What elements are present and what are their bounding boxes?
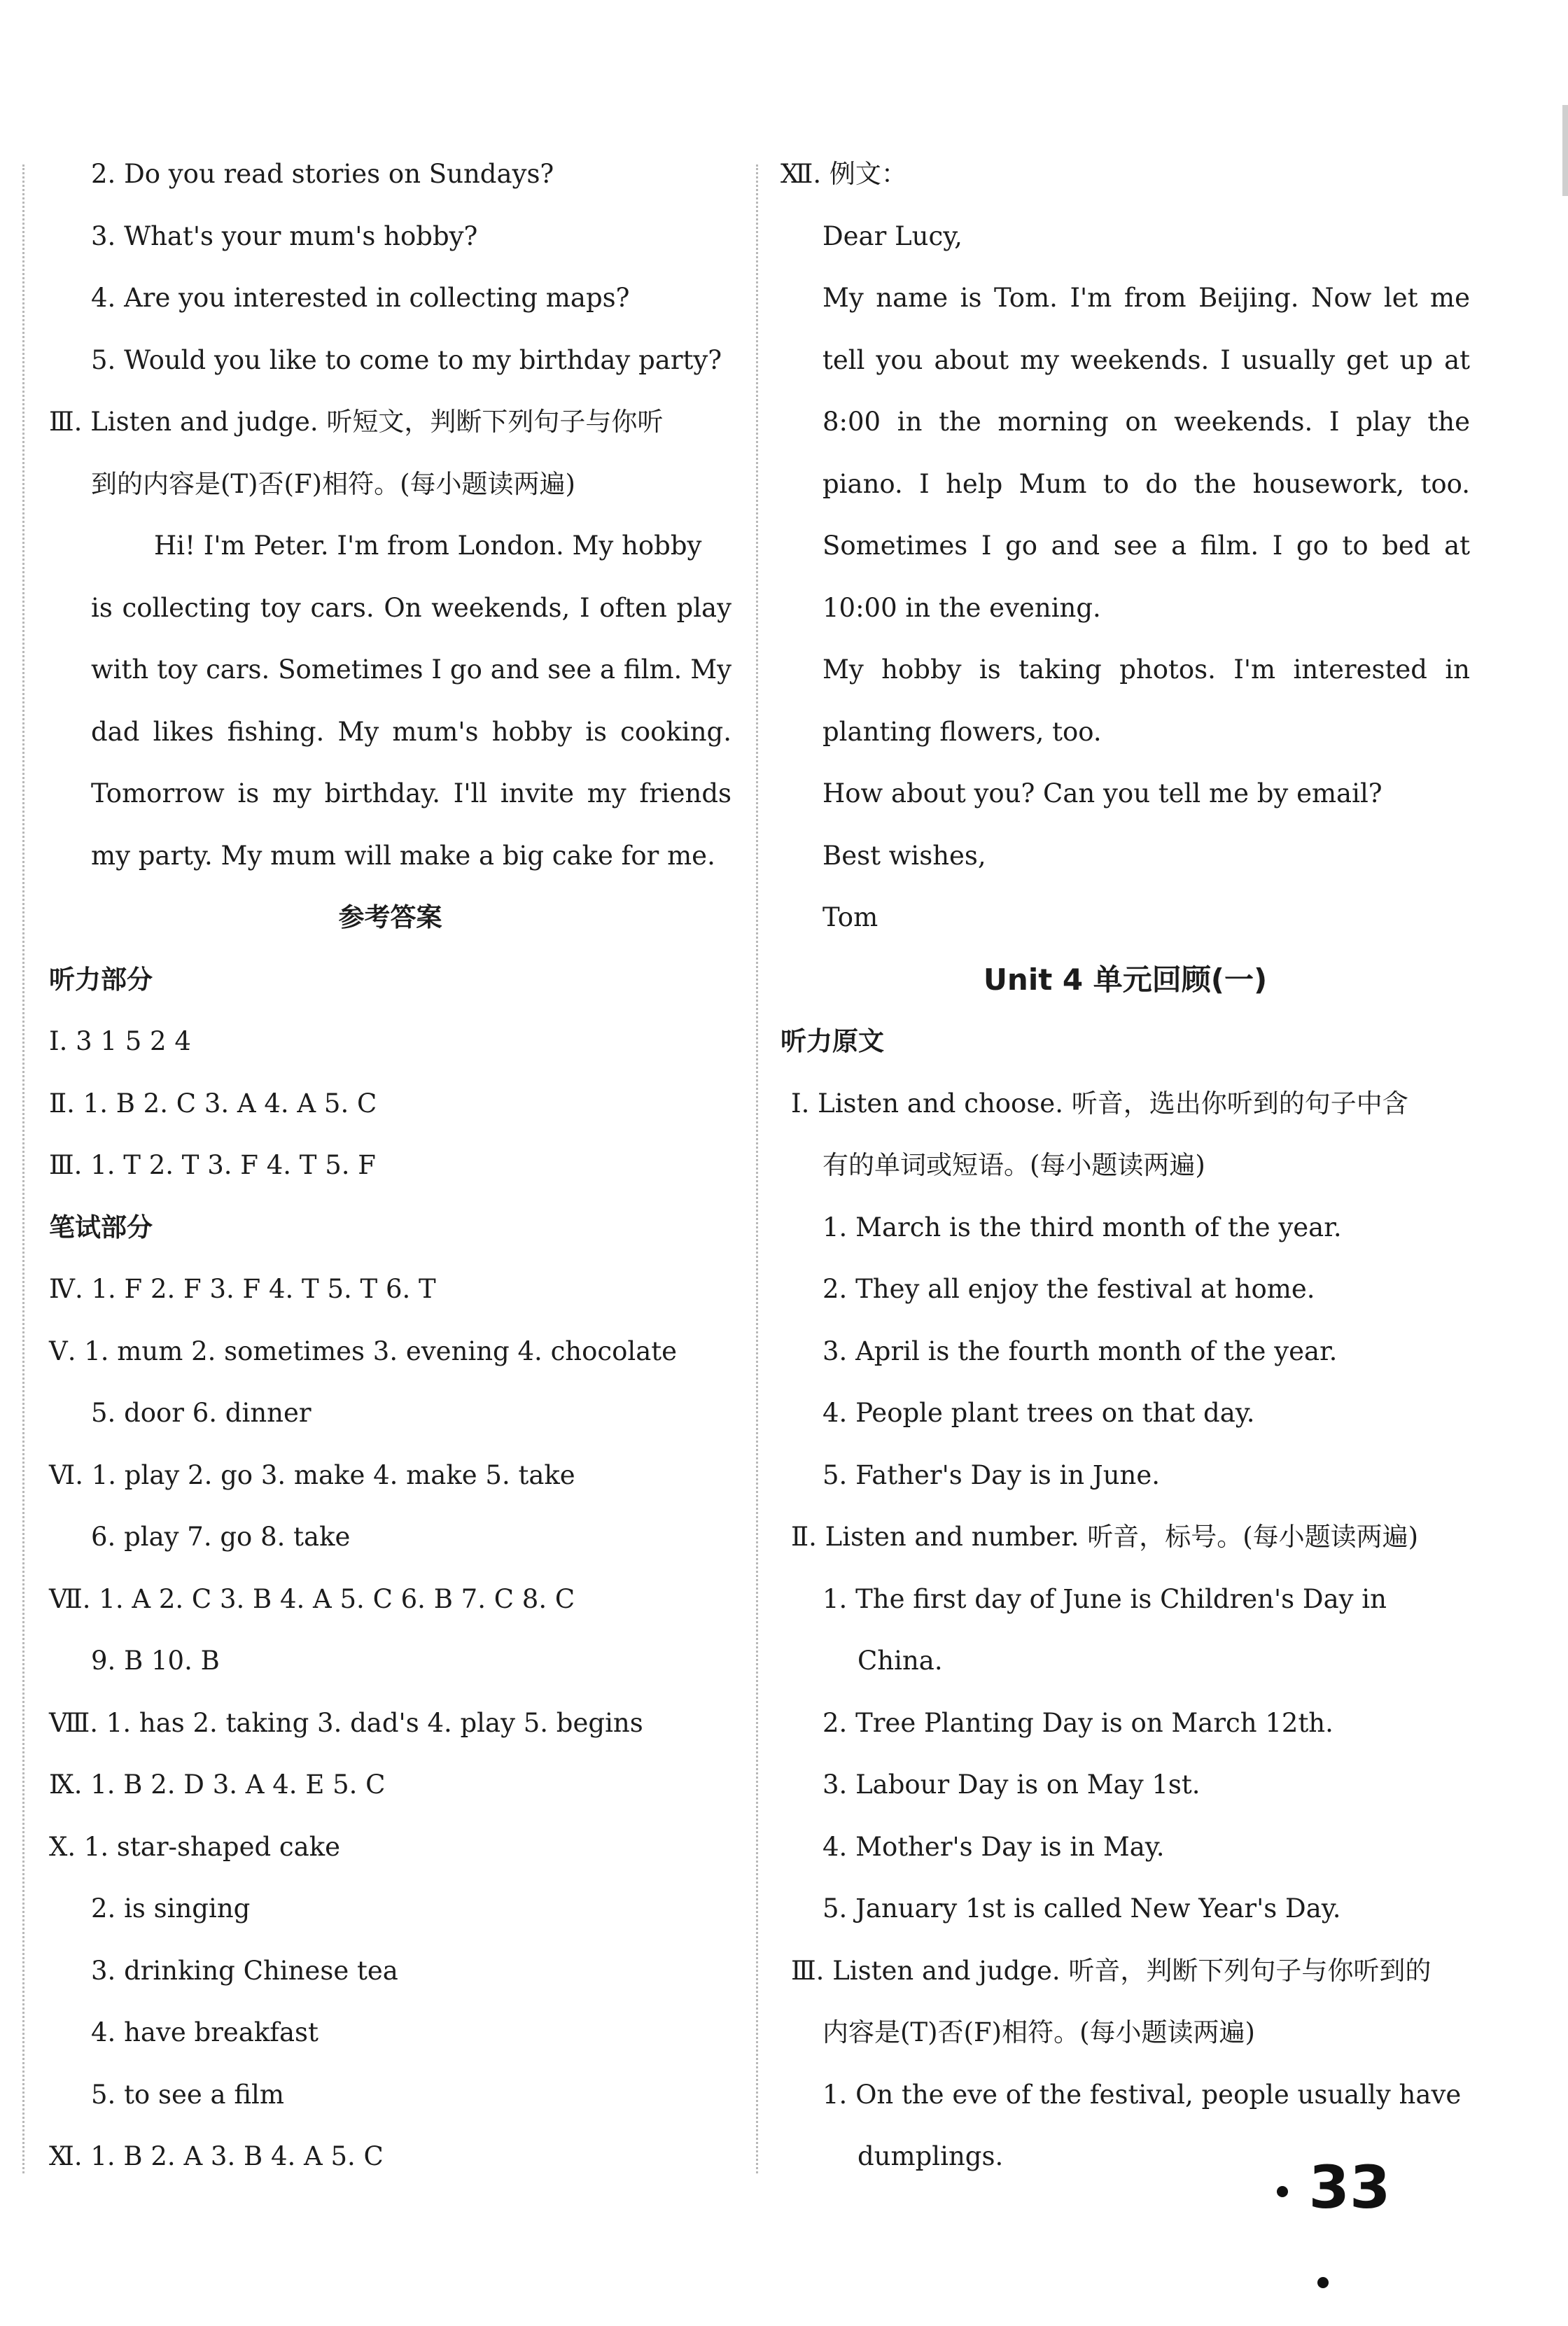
written-heading: 笔试部分 xyxy=(49,1212,153,1242)
letter-line: 8:00 in the morning on weekends. I play the xyxy=(822,407,1470,437)
unit-title: Unit 4 单元回顾(一) xyxy=(983,962,1268,997)
letter-line: planting flowers, too. xyxy=(822,716,1102,747)
answer-line: Ⅳ. 1. F 2. F 3. F 4. T 5. T 6. T xyxy=(49,1274,436,1304)
answer-line: Ⅺ. 1. B 2. A 3. B 4. A 5. C xyxy=(49,2141,384,2171)
letter-line: Tom xyxy=(822,902,878,932)
passage-line: Hi! I'm Peter. I'm from London. My hobby xyxy=(154,531,702,561)
question-line: 2. Do you read stories on Sundays? xyxy=(91,159,554,189)
passage-line: with toy cars. Sometimes I go and see a film. My xyxy=(91,654,732,685)
section-instruction-cont: 有的单词或短语。(每小题读两遍) xyxy=(822,1150,1205,1180)
section-instruction-cont: 到的内容是(T)否(F)相符。(每小题读两遍) xyxy=(91,468,575,499)
transcript-item: 1. March is the third month of the year. xyxy=(822,1212,1342,1242)
passage-line: dad likes fishing. My mum's hobby is cooking. xyxy=(91,716,732,747)
question-line: 5. Would you like to come to my birthday party? xyxy=(91,344,722,375)
transcript-item-cont: dumplings. xyxy=(858,2141,1004,2171)
answer-line-cont: 4. have breakfast xyxy=(91,2017,318,2047)
transcript-item: 4. People plant trees on that day. xyxy=(822,1398,1255,1428)
letter-line: 10:00 in the evening. xyxy=(822,592,1101,623)
transcript-item: 2. Tree Planting Day is on March 12th. xyxy=(822,1707,1334,1738)
answer-line-cont: 3. drinking Chinese tea xyxy=(91,1955,398,1986)
answer-line-cont: 5. door 6. dinner xyxy=(91,1398,312,1428)
answer-line: Ⅸ. 1. B 2. D 3. A 4. E 5. C xyxy=(49,1770,386,1800)
answer-line: Ⅱ. 1. B 2. C 3. A 4. A 5. C xyxy=(49,1088,377,1119)
transcript-item: 1. The first day of June is Children's Day in xyxy=(822,1583,1387,1614)
passage-line: my party. My mum will make a big cake for me. xyxy=(91,840,715,871)
right-column xyxy=(780,143,1470,2188)
transcript-item: 3. April is the fourth month of the year. xyxy=(822,1336,1338,1366)
transcript-heading: 听力原文 xyxy=(780,1026,884,1056)
letter-line: Best wishes, xyxy=(822,840,986,871)
page-edge-mark xyxy=(1562,105,1568,196)
transcript-item: 1. On the eve of the festival, people usually have xyxy=(822,2079,1462,2110)
letter-line: piano. I help Mum to do the housework, too. xyxy=(822,468,1470,499)
answer-line: Ⅹ. 1. star-shaped cake xyxy=(49,1831,341,1862)
answer-line: Ⅵ. 1. play 2. go 3. make 4. make 5. take xyxy=(49,1459,575,1490)
section-instruction-cont: 内容是(T)否(F)相符。(每小题读两遍) xyxy=(822,2017,1255,2047)
transcript-item-cont: China. xyxy=(858,1646,943,1676)
essay-label: Ⅻ. 例文： xyxy=(780,159,907,189)
letter-line: Sometimes I go and see a film. I go to bed at xyxy=(822,531,1470,561)
section-instruction: Ⅰ. Listen and choose. 听音，选出你听到的句子中含 xyxy=(791,1088,1408,1119)
answer-line-cont: 2. is singing xyxy=(91,1893,251,1924)
answer-line-cont: 9. B 10. B xyxy=(91,1646,220,1676)
transcript-item: 4. Mother's Day is in May. xyxy=(822,1831,1165,1862)
left-margin-rule xyxy=(22,164,24,2173)
bullet-dot-right xyxy=(1317,2277,1329,2288)
letter-line: tell you about my weekends. I usually get up at xyxy=(822,344,1470,375)
page-number xyxy=(1232,2142,1414,2233)
listening-heading: 听力部分 xyxy=(49,964,153,995)
answers-heading: 参考答案 xyxy=(338,902,442,932)
letter-line: My hobby is taking photos. I'm interested in xyxy=(822,654,1470,685)
left-column xyxy=(49,143,732,2188)
letter-line: Dear Lucy, xyxy=(822,220,962,251)
passage-line: is collecting toy cars. On weekends, I often play xyxy=(91,592,732,623)
answer-line-cont: 5. to see a film xyxy=(91,2079,284,2110)
answer-line: Ⅲ. 1. T 2. T 3. F 4. T 5. F xyxy=(49,1150,376,1180)
transcript-item: 5. January 1st is called New Year's Day. xyxy=(822,1893,1341,1924)
section-instruction: Ⅱ. Listen and number. 听音，标号。(每小题读两遍) xyxy=(791,1522,1419,1552)
answer-line: Ⅶ. 1. A 2. C 3. B 4. A 5. C 6. B 7. C 8. C xyxy=(49,1583,575,1614)
transcript-item: 2. They all enjoy the festival at home. xyxy=(822,1274,1315,1304)
answer-line: Ⅷ. 1. has 2. taking 3. dad's 4. play 5. begins xyxy=(49,1707,643,1738)
answer-line-cont: 6. play 7. go 8. take xyxy=(91,1522,351,1552)
transcript-item: 3. Labour Day is on May 1st. xyxy=(822,1770,1200,1800)
bullet-dot-left xyxy=(1277,2186,1288,2197)
answer-line: Ⅰ. 3 1 5 2 4 xyxy=(49,1026,191,1056)
letter-line: How about you? Can you tell me by email? xyxy=(822,778,1382,808)
passage-line: Tomorrow is my birthday. I'll invite my friends xyxy=(91,778,732,808)
letter-line: My name is Tom. I'm from Beijing. Now let me xyxy=(822,283,1470,313)
answer-line: Ⅴ. 1. mum 2. sometimes 3. evening 4. chocolate xyxy=(49,1336,678,1366)
question-line: 3. What's your mum's hobby? xyxy=(91,220,478,251)
page-number-text: 33 xyxy=(1308,2153,1391,2222)
section-instruction: Ⅲ. Listen and judge. 听音，判断下列句子与你听到的 xyxy=(791,1955,1432,1986)
section-instruction: Ⅲ. Listen and judge. 听短文，判断下列句子与你听 xyxy=(49,407,664,437)
question-line: 4. Are you interested in collecting maps? xyxy=(91,283,630,313)
column-divider xyxy=(756,164,758,2173)
transcript-item: 5. Father's Day is in June. xyxy=(822,1459,1161,1490)
